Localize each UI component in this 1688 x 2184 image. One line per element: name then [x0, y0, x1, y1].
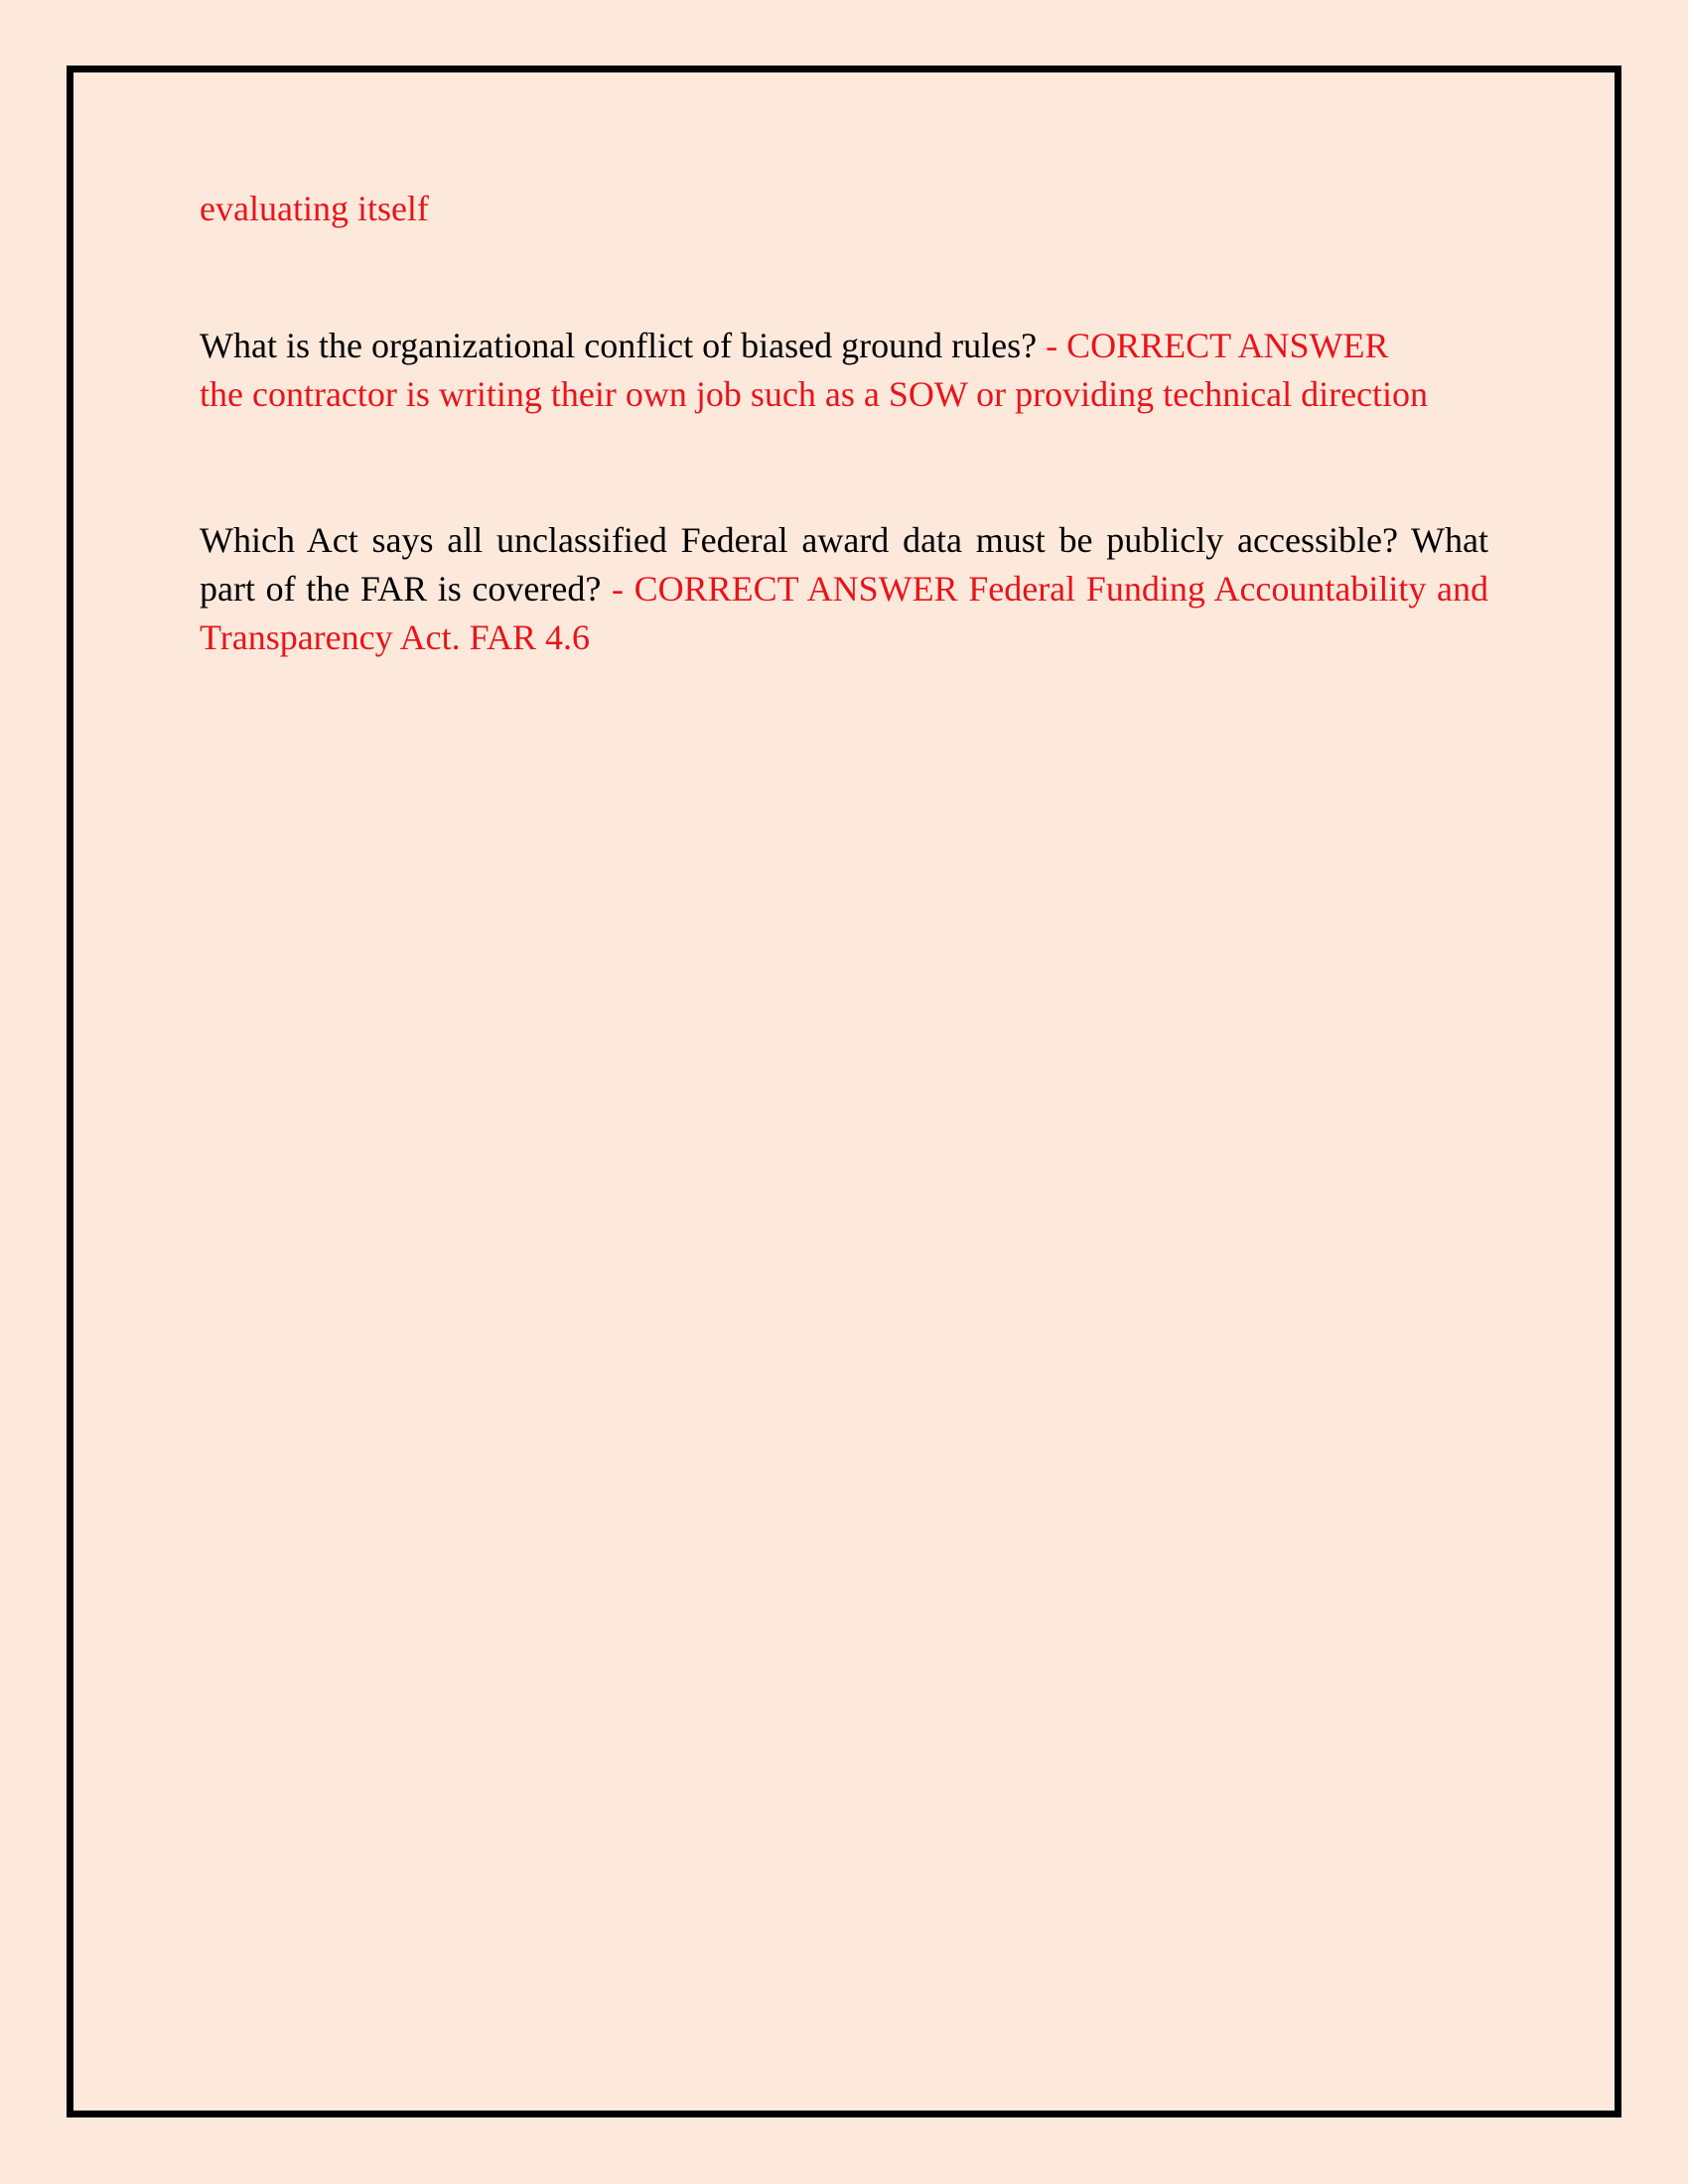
- continued-answer-text: evaluating itself: [200, 189, 429, 228]
- qa-item-federal-award-data: [200, 516, 1488, 662]
- question-text: Which Act says all unclassified Federal award data must be publicly accessible? What part of the FAR is covered?: [200, 520, 1488, 609]
- qa-item-biased-ground-rules: [200, 322, 1431, 419]
- answer-text: - CORRECT ANSWER Federal Funding Accountability and Transparency Act. FAR 4.6: [200, 569, 1488, 657]
- document-content: [200, 185, 1488, 662]
- question-text: What is the organizational conflict of biased ground rules?: [200, 326, 1038, 365]
- answer-text: - CORRECT ANSWER the contractor is writing their own job such as a SOW or providing technical direction: [200, 326, 1429, 414]
